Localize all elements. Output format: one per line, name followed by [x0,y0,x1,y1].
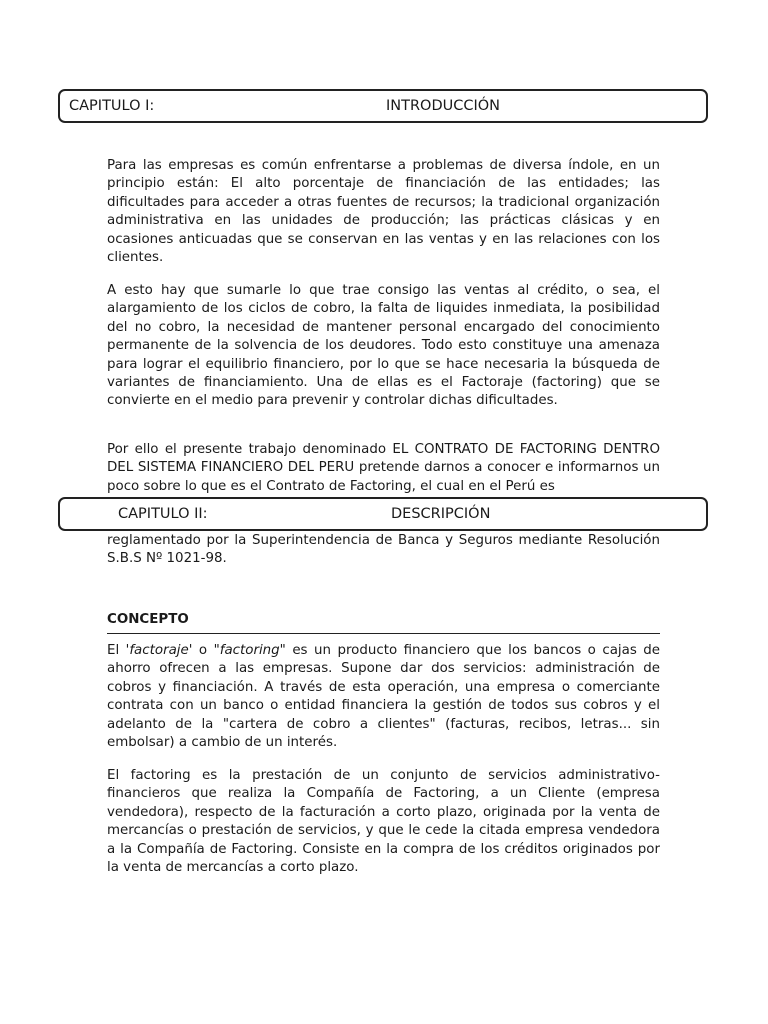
chapter-2-label: CAPITULO II: [118,506,208,522]
intro-paragraph-3-bottom [107,532,660,572]
chapter-1-label: CAPITULO I: [69,98,155,114]
concepto-heading: CONCEPTO [107,611,660,634]
factoring-term: factoring" [219,643,286,658]
chapter-1-title: INTRODUCCIÓN [386,98,501,114]
chapter-2-title: DESCRIPCIÓN [391,506,491,522]
intro-paragraph-1: Para las empresas es común enfrentarse a problemas de diversa índole, en un principio están: El alto porcentaje de financiación de las entidades; las dificultades para acceder a otras fuentes de recursos; la tradicional organización administrativa en las unidades de producción; las prácticas clásicas y en ocasiones anticuadas que se conservan en las ventas y en las relaciones con los clientes. [107,158,660,266]
chapter-1-header [58,89,708,123]
concepto-paragraph-1: El 'factoraje' o "factoring" es un producto financiero que los bancos o cajas de ahorro ofrecen a las empresas. Supone dar dos servicios: administración de cobros y financiación. A través de esta operación, una empresa o comerciante contrata con un banco o entidad financiera la gestión de todos sus cobros y el adelanto de la "cartera de cobro a clientes" (facturas, recibos, letras... sin embolsar) a cambio de un interés. [107,643,661,751]
chapter-2-header [58,497,708,531]
factoraje-term: factoraje [129,643,189,658]
concepto-paragraph-2: El factoring es la prestación de un conjunto de servicios administrativo-financieros que realiza la Compañía de Factoring, a un Cliente (empresa vendedora), respecto de la facturación a corto plazo, originada por la venta de mercancías o prestación de servicios, y que le cede la citada empresa vendedora a la Compañía de Factoring. Consiste en la compra de los créditos originados por la venta de mercancías a corto plazo. [107,768,660,876]
intro-paragraph-2: A esto hay que sumarle lo que trae consigo las ventas al crédito, o sea, el alargamiento de los ciclos de cobro, la falta de liquides inmediata, la posibilidad del no cobro, la necesidad de mantener personal encargado del conocimiento permanente de la solvencia de los deudores. Todo esto constituye una amenaza para lograr el equilibrio financiero, por lo que se hace necesaria la búsqueda de variantes de financiamiento. Una de ellas es el Factoraje (factoring) que se convierte en el medio para prevenir y controlar dichas dificultades. [107,283,660,409]
intro-paragraph-3-bottom-text: reglamentado por la Superintendencia de Banca y Seguros mediante Resolución S.B.S Nº 1021-98. [107,533,660,567]
intro-paragraph-3-top [107,441,660,496]
intro-paragraph-3-top-text: Por ello el presente trabajo denominado EL CONTRATO DE FACTORING DENTRO DEL SISTEMA FINANCIERO DEL PERU pretende darnos a conocer e informarnos un poco sobre lo que es el Contrato de Factoring, el cual en el Perú es [107,442,660,494]
